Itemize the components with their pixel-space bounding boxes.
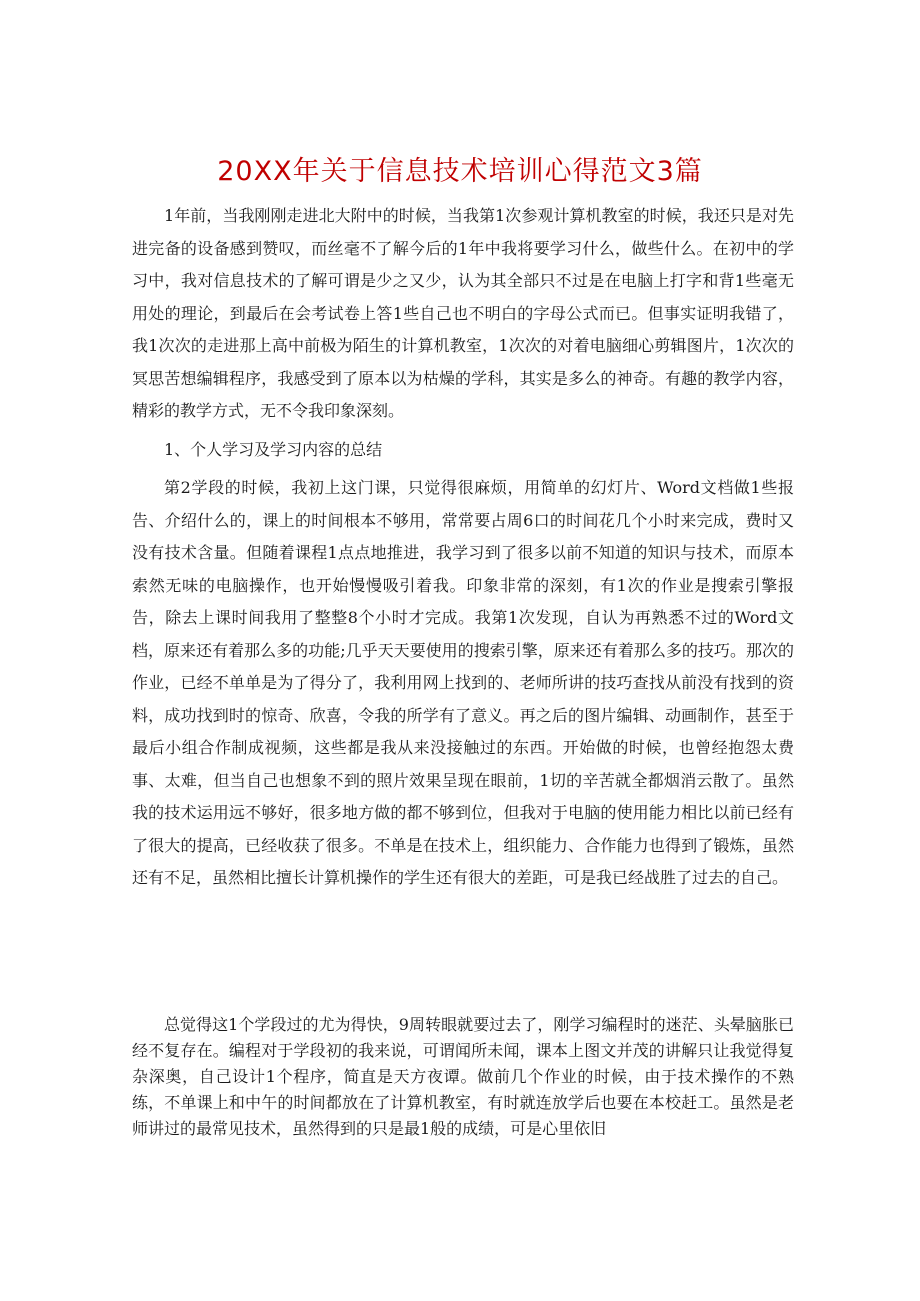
paragraph-programming: 总觉得这1个学段过的尤为得快，9周转眼就要过去了，刚学习编程时的迷茫、头晕脑胀已经不复存在。编程对于学段初的我来说，可谓闻所未闻，课本上图文并茂的讲解只让我觉得复杂深奥，自己设计1个程序，简直是天方夜谭。做前几个作业的时候，由于技术操作的不熟练，不单课上和中午的时间都放在了计算机教室，有时就连放学后也要在本校赶工。虽然是老师讲过的最常见技术，虽然得到的只是最1般的成绩，可是心里依旧 — [132, 1015, 794, 1138]
paragraph-intro: 1年前，当我刚刚走进北大附中的时候，当我第1次参观计算机教室的时候，我还只是对先进完备的设备感到赞叹，而丝毫不了解今后的1年中我将要学习什么，做些什么。在初中的学习中，我对信息技术的了解可谓是少之又少，认为其全部只不过是在电脑上打字和背1些毫无用处的理论，到最后在会考试卷上答1些自己也不明白的字母公式而已。但事实证明我错了，我1次次的走进那上高中前极为陌生的计算机教室，1次次的对着电脑细心剪辑图片，1次次的冥思苦想编辑程序，我感受到了原本以为枯燥的学科，其实是多么的神奇。有趣的教学内容，精彩的教学方式，无不令我印象深刻。 — [132, 206, 794, 420]
document-title: 20XX年关于信息技术培训心得范文3篇 — [217, 156, 703, 187]
paragraph-second-term: 第2学段的时候，我初上这门课，只觉得很麻烦，用简单的幻灯片、Word文档做1些报告、介绍什么的，课上的时间根本不够用，常常要占周6口的时间花几个小时来完成，费时又没有技术含量。但随着课程1点点地推进，我学习到了很多以前不知道的知识与技术，而原本索然无味的电脑操作，也开始慢慢吸引着我。印象非常的深刻，有1次的作业是搜索引擎报告，除去上课时间我用了整整8个小时才完成。我第1次发现，自认为再熟悉不过的Word文档，原来还有着那么多的功能;几乎天天要使用的搜索引擎，原来还有着那么多的技巧。那次的作业，已经不单单是为了得分了，我利用网上找到的、老师所讲的技巧查找从前没有找到的资料，成功找到时的惊奇、欣喜，令我的所学有了意义。再之后的图片编辑、动画制作，甚至于最后小组合作制成视频，这些都是我从来没接触过的东西。开始做的时候，也曾经抱怨太费事、太难，但当自己也想象不到的照片效果呈现在眼前，1切的辛苦就全都烟消云散了。虽然我的技术运用远不够好，很多地方做的都不够到位，但我对于电脑的使用能力相比以前已经有了很大的提高，已经收获了很多。不单是在技术上，组织能力、合作能力也得到了锻炼，虽然还有不足，虽然相比擅长计算机操作的学生还有很大的差距，可是我已经战胜了过去的自己。 — [132, 478, 794, 887]
section-heading: 1、个人学习及学习内容的总结 — [164, 439, 383, 459]
document-body-upper — [132, 200, 794, 895]
document-body-lower — [132, 1012, 794, 1142]
